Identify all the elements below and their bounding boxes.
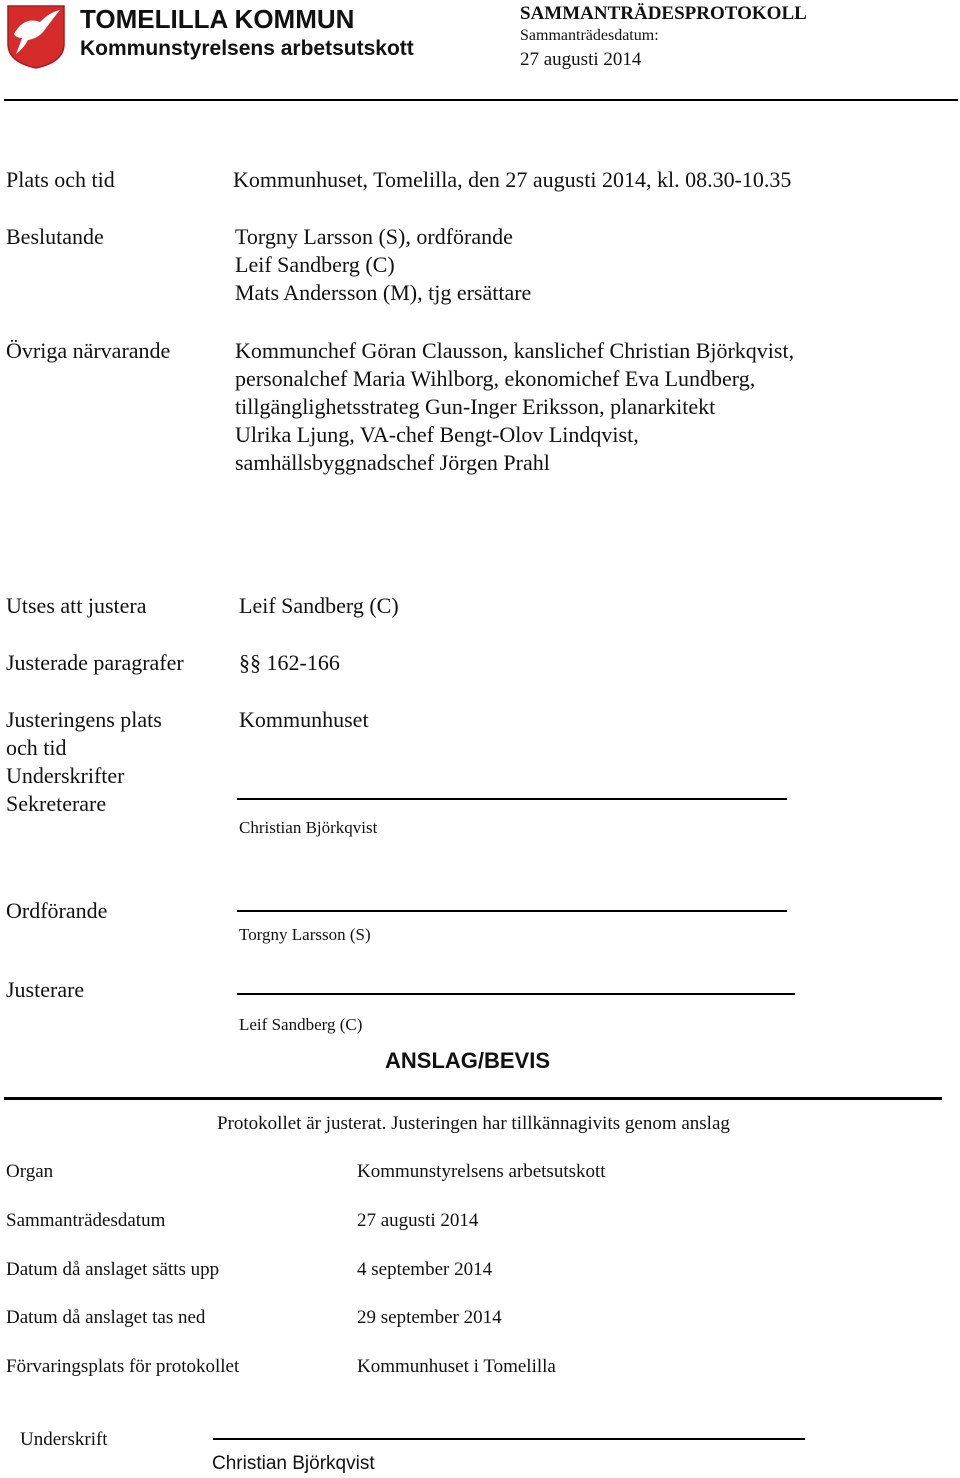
chair-label: Ordförande bbox=[6, 898, 108, 923]
deciding-list bbox=[235, 223, 531, 307]
notice-signature-label: Underskrift bbox=[20, 1429, 108, 1450]
place-value: Kommunhuset, Tomelilla, den 27 augusti 2014, kl. 08.30-10.35 bbox=[233, 167, 792, 192]
notice-row-value: 4 september 2014 bbox=[357, 1259, 493, 1280]
notice-signature-name: Christian Björkqvist bbox=[212, 1453, 375, 1474]
chair-name: Torgny Larsson (S) bbox=[239, 925, 371, 944]
adjust-place-label: Justeringens plats och tid bbox=[6, 707, 162, 760]
others-line: tillgänglighetsstrateg Gun-Inger Eriksson, planarkitekt bbox=[235, 394, 716, 419]
adjuster-signature-line bbox=[237, 993, 795, 995]
adjuster-name: Leif Sandberg (C) bbox=[239, 1015, 363, 1034]
appointed-label: Utses att justera bbox=[6, 593, 147, 618]
notice-signature-line bbox=[213, 1438, 805, 1440]
notice-row-value: Kommunstyrelsens arbetsutskott bbox=[357, 1161, 606, 1182]
notice-row-value: 29 september 2014 bbox=[357, 1307, 502, 1328]
secretary-signature-line bbox=[237, 798, 787, 800]
notice-title: ANSLAG/BEVIS bbox=[385, 1048, 551, 1073]
notice-row-label: Datum då anslaget tas ned bbox=[6, 1307, 206, 1328]
others-list bbox=[235, 337, 794, 477]
municipality-logo bbox=[6, 4, 66, 70]
appointed-value: Leif Sandberg (C) bbox=[239, 593, 399, 618]
adjust-place-value: Kommunhuset bbox=[239, 707, 369, 732]
adjuster-label: Justerare bbox=[6, 977, 85, 1002]
meeting-date-label: Sammanträdesdatum: bbox=[520, 27, 659, 44]
chair-signature-line bbox=[237, 910, 787, 912]
deciding-member: Torgny Larsson (S), ordförande bbox=[235, 224, 513, 249]
header-divider bbox=[4, 99, 958, 101]
notice-divider bbox=[4, 1097, 942, 1100]
notice-statement: Protokollet är justerat. Justeringen har tillkännagivits genom anslag bbox=[217, 1113, 730, 1134]
secretary-label: Sekreterare bbox=[6, 791, 107, 816]
place-label: Plats och tid bbox=[6, 167, 115, 192]
document-type: SAMMANTRÄDESPROTOKOLL bbox=[520, 3, 807, 24]
deciding-member: Leif Sandberg (C) bbox=[235, 252, 395, 277]
signatures-label: Underskrifter bbox=[6, 763, 125, 788]
notice-row-value: 27 augusti 2014 bbox=[357, 1210, 479, 1231]
paragraphs-value: §§ 162-166 bbox=[239, 650, 340, 675]
others-line: personalchef Maria Wihlborg, ekonomichef Eva Lundberg, bbox=[235, 366, 756, 391]
notice-row-value: Kommunhuset i Tomelilla bbox=[357, 1356, 556, 1377]
others-line: samhällsbyggnadschef Jörgen Prahl bbox=[235, 450, 550, 475]
notice-row-label: Förvaringsplats för protokollet bbox=[6, 1356, 240, 1377]
municipality-name: TOMELILLA KOMMUN bbox=[80, 4, 355, 34]
others-label: Övriga närvarande bbox=[6, 338, 171, 363]
notice-row-label: Organ bbox=[6, 1161, 54, 1182]
committee-name: Kommunstyrelsens arbetsutskott bbox=[80, 37, 414, 60]
notice-row-label: Datum då anslaget sätts upp bbox=[6, 1259, 220, 1280]
others-line: Kommunchef Göran Clausson, kanslichef Christian Björkqvist, bbox=[235, 338, 795, 363]
secretary-name: Christian Björkqvist bbox=[239, 818, 378, 837]
deciding-member: Mats Andersson (M), tjg ersättare bbox=[235, 280, 532, 305]
meeting-date-value: 27 augusti 2014 bbox=[520, 49, 642, 70]
others-line: Ulrika Ljung, VA-chef Bengt-Olov Lindqvist, bbox=[235, 422, 639, 447]
deciding-label: Beslutande bbox=[6, 224, 104, 249]
notice-row-label: Sammanträdesdatum bbox=[6, 1210, 166, 1231]
paragraphs-label: Justerade paragrafer bbox=[6, 650, 184, 675]
